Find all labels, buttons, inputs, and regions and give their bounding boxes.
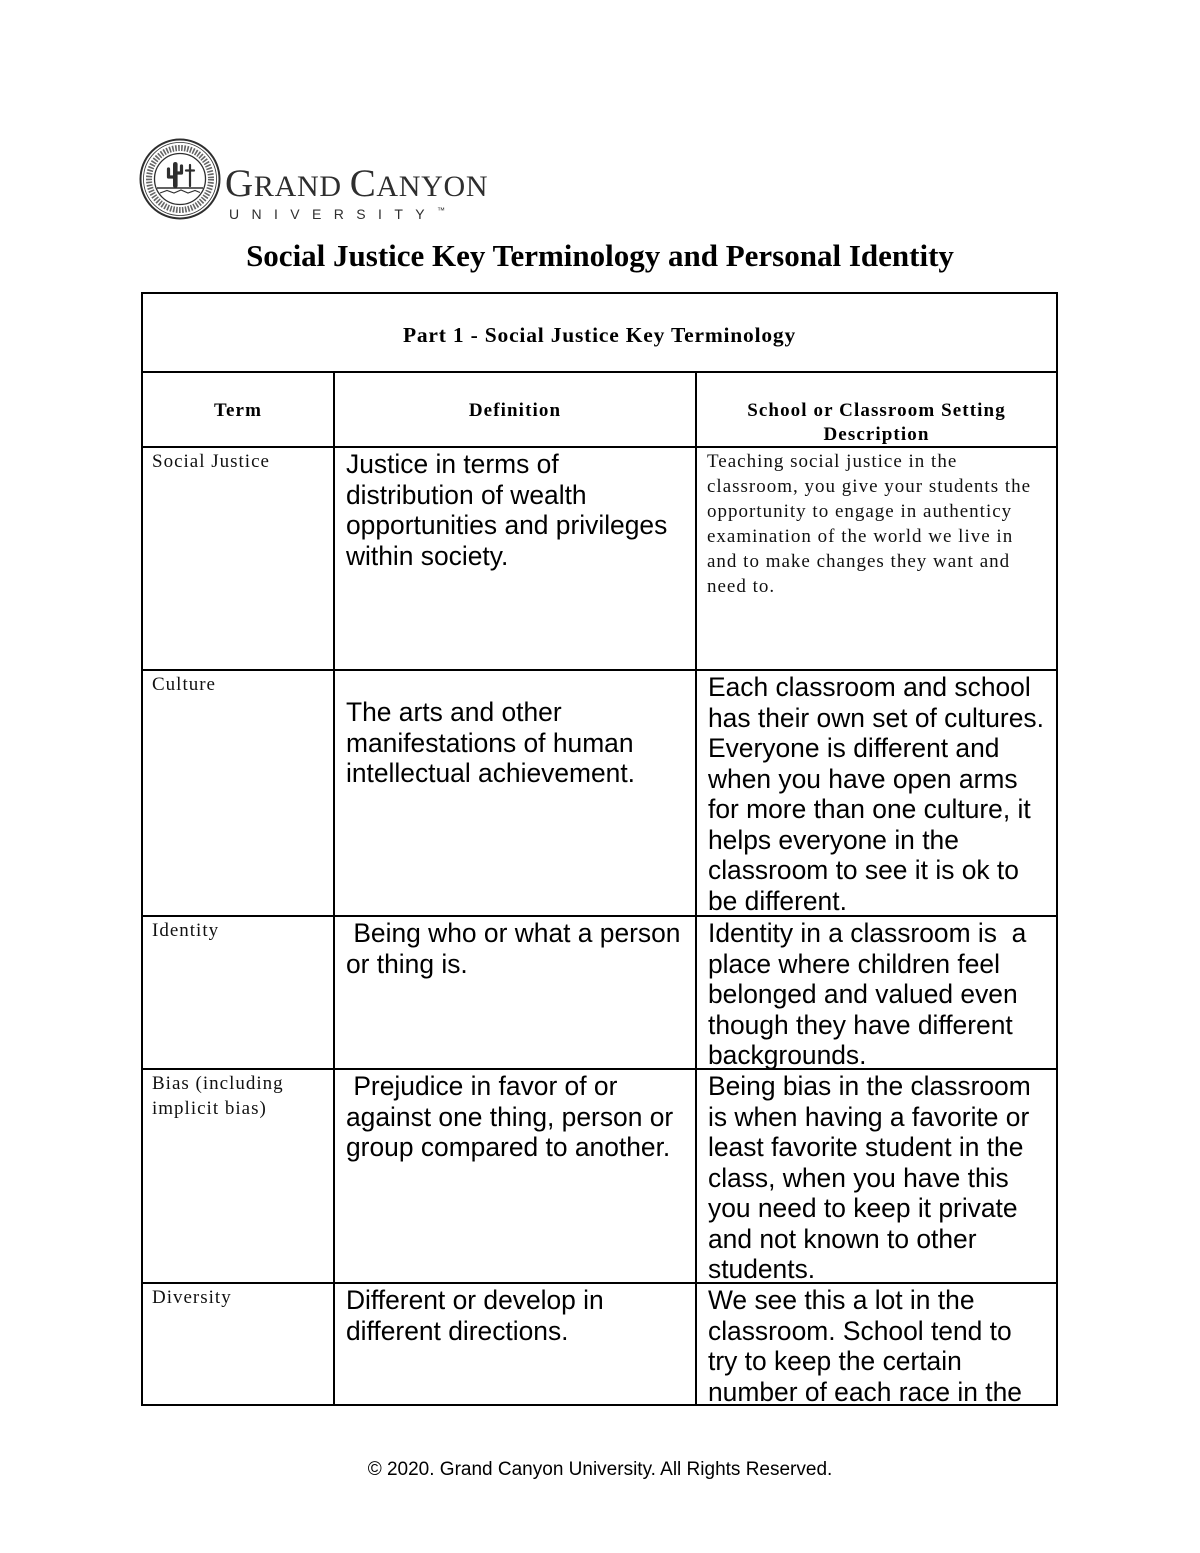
- term-cell: Culture: [143, 671, 333, 915]
- definition-cell: Different or develop in different directions.: [335, 1284, 695, 1404]
- term-cell: Diversity: [143, 1284, 333, 1404]
- setting-cell: Each classroom and school has their own set of cultures. Everyone is different and when you have open arms for more than one culture, it helps everyone in the classroom to see it is ok to be different.: [697, 671, 1056, 915]
- term-cell: Social Justice: [143, 448, 333, 669]
- setting-cell: We see this a lot in the classroom. School tend to try to keep the certain number of each race in the: [697, 1284, 1056, 1404]
- term-cell: Bias (including implicit bias): [143, 1070, 333, 1282]
- term-cell: Identity: [143, 917, 333, 1068]
- column-header-definition: Definition: [335, 373, 695, 446]
- terminology-table: [141, 292, 1058, 1406]
- university-seal-icon: [137, 136, 223, 222]
- trademark-symbol: ™: [437, 206, 446, 215]
- university-wordmark: [225, 164, 488, 204]
- definition-cell: Being who or what a person or thing is.: [335, 917, 695, 1068]
- document-title: Social Justice Key Terminology and Personal Identity: [246, 238, 954, 273]
- definition-cell: The arts and other manifestations of human intellectual achievement.: [335, 671, 695, 915]
- wordmark-canyon: CANYON: [349, 162, 489, 205]
- setting-cell: Being bias in the classroom is when having a favorite or least favorite student in the class, when you have this you need to keep it private and not known to other students.: [697, 1070, 1056, 1282]
- wordmark-university: [229, 203, 445, 222]
- wordmark-university-text: UNIVERSITY: [229, 206, 438, 222]
- definition-cell: Justice in terms of distribution of wealth opportunities and privileges within society.: [335, 448, 695, 669]
- definition-cell: Prejudice in favor of or against one thing, person or group compared to another.: [335, 1070, 695, 1282]
- setting-cell: Teaching social justice in the classroom, you give your students the opportunity to engage in authenticy examination of the world we live in and to make changes they want and need to.: [697, 448, 1056, 669]
- table-caption: Part 1 - Social Justice Key Terminology: [143, 294, 1056, 371]
- setting-cell: Identity in a classroom is a place where children feel belonged and valued even though they have different backgrounds.: [697, 917, 1056, 1068]
- column-header-term: Term: [143, 373, 333, 446]
- column-header-setting: School or Classroom Setting Description: [697, 373, 1056, 446]
- wordmark-grand: GRAND: [225, 162, 342, 205]
- copyright-footer: © 2020. Grand Canyon University. All Rights Reserved.: [367, 1459, 833, 1480]
